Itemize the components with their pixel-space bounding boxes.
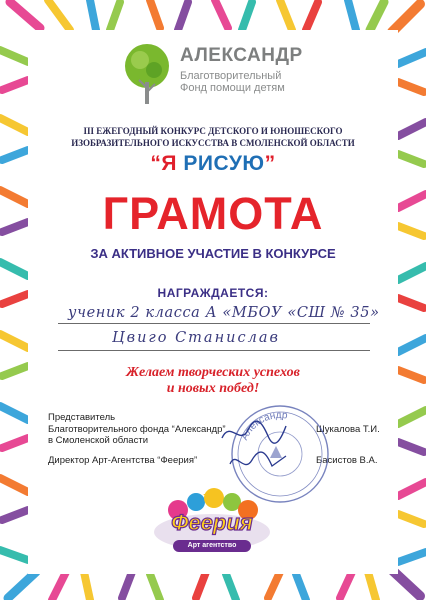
contest-name — [60, 152, 366, 176]
wishes-text — [40, 365, 386, 397]
rep-line3: в Смоленской области — [48, 435, 149, 446]
open-quote: “ — [150, 152, 162, 175]
foundation-sub-line1: Благотворительный — [180, 70, 282, 82]
contest-heading — [40, 125, 386, 149]
certificate-title: ГРАМОТА — [102, 188, 324, 239]
recipient-name: Цвиго Станислав — [112, 330, 280, 346]
stamp-text: Александр — [239, 409, 289, 443]
representative-name: Шукалова Т.И. — [316, 424, 380, 435]
foundation-name: АЛЕКСАНДР — [180, 45, 303, 66]
contest-line1: III ЕЖЕГОДНЫЙ КОНКУРС ДЕТСКОГО И ЮНОШЕСКОГО — [83, 126, 343, 136]
foundation-sub-line2: Фонд помощи детям — [180, 82, 285, 94]
feeria-name: Феерия — [171, 510, 253, 535]
contest-name-part2: РИСУЮ — [183, 152, 265, 175]
underline-1 — [58, 323, 370, 324]
representative-block — [48, 412, 226, 447]
foundation-subtitle — [180, 70, 285, 94]
recipient-line1: ученик 2 класса А «МБОУ «СШ № 35» — [68, 305, 380, 321]
certificate-subtitle: ЗА АКТИВНОЕ УЧАСТИЕ В КОНКУРСЕ — [90, 246, 336, 261]
feeria-subtitle: Арт агентство — [173, 540, 251, 552]
wishes-line1: Желаем творческих успехов — [126, 365, 300, 380]
awarded-label: НАГРАЖДАЕТСЯ: — [157, 286, 269, 300]
close-quote: ” — [264, 152, 276, 175]
rep-line2: Благотворительного фонда “Александр” — [48, 423, 226, 435]
signature-director — [226, 448, 290, 478]
contest-line2: ИЗОБРАЗИТЕЛЬНОГО ИСКУССТВА В СМОЛЕНСКОЙ ОБЛАСТИ — [71, 138, 355, 148]
wishes-line2: и новых побед! — [166, 381, 260, 396]
director-label: Директор Арт-Агентства “Феерия” — [48, 455, 198, 466]
contest-name-part1: Я — [161, 152, 178, 175]
rep-line1: Представитель — [48, 412, 116, 423]
director-name: Басистов В.А. — [316, 455, 378, 466]
tree-logo-icon — [118, 42, 176, 108]
signature-representative — [218, 416, 288, 450]
underline-2 — [58, 350, 370, 351]
